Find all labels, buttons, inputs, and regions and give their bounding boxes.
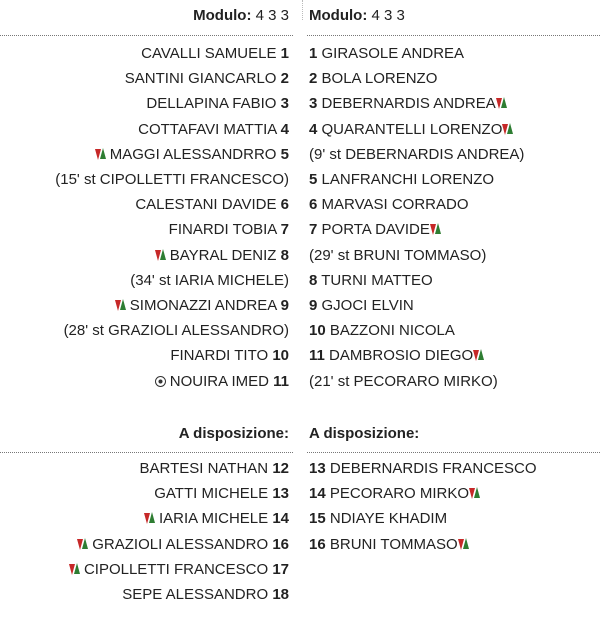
substitute-entry <box>309 369 498 394</box>
away-modulo <box>309 6 600 26</box>
substitute-entry <box>130 268 289 293</box>
shirt-number: 2 <box>280 70 289 88</box>
player-name: GJOCI ELVIN <box>321 297 414 314</box>
shirt-number: 1 <box>280 45 289 62</box>
shirt-number: 6 <box>280 196 289 214</box>
substitution-icon <box>496 97 507 110</box>
player-name: MARVASI CORRADO <box>321 196 469 214</box>
shirt-number: 16 <box>272 535 289 553</box>
player-row <box>144 506 289 531</box>
shirt-number: 11 <box>309 347 325 365</box>
home-bench-heading: A disposizione: <box>178 425 289 442</box>
player-name: BOLA LORENZO <box>321 70 438 88</box>
player-row <box>138 117 289 142</box>
player-row <box>309 91 507 116</box>
away-modulo-value: 4 3 3 <box>371 7 405 24</box>
player-row <box>309 318 455 343</box>
player-row <box>115 293 289 318</box>
away-bench-heading: A disposizione: <box>309 425 420 442</box>
player-row <box>77 532 289 557</box>
substitution-icon <box>144 512 155 525</box>
substitution-icon <box>469 487 480 500</box>
player-name: SEPE ALESSANDRO <box>122 586 269 603</box>
ball-icon <box>155 376 166 387</box>
substitute-text: (28' st GRAZIOLI ALESSANDRO) <box>63 322 289 340</box>
substitute-entry <box>64 318 289 343</box>
substitution-icon <box>473 349 484 362</box>
player-row <box>309 293 414 318</box>
away-divider <box>307 35 600 36</box>
shirt-number: 7 <box>280 221 289 239</box>
player-name: TURNI MATTEO <box>321 271 433 289</box>
player-name: MAGGI ALESSANDRRO <box>109 145 277 163</box>
shirt-number: 12 <box>272 460 289 477</box>
player-row <box>135 192 289 217</box>
player-row <box>122 582 289 607</box>
header-separator <box>302 0 303 20</box>
player-name: DEBERNARDIS ANDREA <box>321 95 496 113</box>
player-row <box>309 506 447 531</box>
player-row <box>154 481 289 506</box>
player-name: DAMBROSIO DIEGO <box>329 347 474 365</box>
player-name: COTTAFAVI MATTIA <box>138 120 277 138</box>
player-name: DELLAPINA FABIO <box>146 95 277 113</box>
substitution-icon <box>115 299 126 312</box>
shirt-number: 4 <box>309 120 318 138</box>
player-name: BAYRAL DENIZ <box>169 246 277 264</box>
shirt-number: 6 <box>309 196 318 214</box>
away-bench-divider <box>307 452 600 453</box>
player-name: QUARANTELLI LORENZO <box>321 120 503 138</box>
substitute-text: (21' st PECORARO MIRKO) <box>309 372 498 390</box>
player-name: IARIA MICHELE <box>158 510 269 528</box>
substitution-icon <box>77 538 88 551</box>
player-name: PORTA DAVIDE <box>321 221 430 239</box>
substitute-text: (9' st DEBERNARDIS ANDREA) <box>309 145 525 163</box>
shirt-number: 17 <box>272 560 289 578</box>
shirt-number: 5 <box>309 171 318 188</box>
substitute-text: (34' st IARIA MICHELE) <box>130 271 289 289</box>
player-name: NDIAYE KHADIM <box>329 510 448 528</box>
player-row <box>140 456 290 481</box>
player-row <box>125 66 289 91</box>
shirt-number: 13 <box>309 460 326 477</box>
player-row <box>95 142 289 167</box>
shirt-number: 3 <box>309 95 318 113</box>
shirt-number: 10 <box>272 347 289 365</box>
shirt-number: 18 <box>272 586 289 603</box>
home-modulo-value: 4 3 3 <box>255 7 289 24</box>
player-row <box>170 343 289 368</box>
shirt-number: 8 <box>309 271 318 289</box>
shirt-number: 9 <box>309 297 318 314</box>
substitute-entry <box>55 167 289 192</box>
substitution-icon <box>502 123 513 136</box>
shirt-number: 11 <box>273 372 289 390</box>
substitute-text: (15' st CIPOLLETTI FRANCESCO) <box>55 171 289 188</box>
shirt-number: 14 <box>272 510 289 528</box>
player-row <box>141 41 289 66</box>
player-name: GIRASOLE ANDREA <box>321 45 465 62</box>
shirt-number: 7 <box>309 221 318 239</box>
player-row <box>169 217 289 242</box>
player-name: CIPOLLETTI FRANCESCO <box>83 560 269 578</box>
shirt-number: 13 <box>272 485 289 503</box>
player-name: PECORARO MIRKO <box>329 485 470 503</box>
player-row <box>155 369 289 394</box>
player-row <box>69 557 289 582</box>
substitution-icon <box>155 249 166 262</box>
shirt-number: 10 <box>309 322 326 340</box>
shirt-number: 8 <box>280 246 289 264</box>
player-name: CAVALLI SAMUELE <box>141 45 277 62</box>
shirt-number: 5 <box>280 145 289 163</box>
player-name: BARTESI NATHAN <box>139 460 269 477</box>
player-name: BAZZONI NICOLA <box>329 322 455 340</box>
home-bench-divider <box>0 452 293 453</box>
shirt-number: 3 <box>280 95 289 113</box>
shirt-number: 9 <box>280 297 289 314</box>
home-modulo-label: Modulo: <box>193 7 252 24</box>
player-name: GATTI MICHELE <box>154 485 269 503</box>
player-name: NOUIRA IMED <box>169 372 269 390</box>
home-modulo <box>193 6 289 26</box>
shirt-number: 16 <box>309 535 326 553</box>
player-row <box>309 167 494 192</box>
player-name: CALESTANI DAVIDE <box>135 196 277 214</box>
player-name: GRAZIOLI ALESSANDRO <box>92 535 269 553</box>
player-row <box>146 91 289 116</box>
player-name: SIMONAZZI ANDREA <box>129 297 277 314</box>
player-name: FINARDI TITO <box>170 347 269 365</box>
player-row <box>309 481 480 506</box>
player-row <box>309 343 484 368</box>
player-name: BRUNI TOMMASO <box>329 535 458 553</box>
substitution-icon <box>430 223 441 236</box>
shirt-number: 15 <box>309 510 326 528</box>
player-row <box>309 217 441 242</box>
player-name: SANTINI GIANCARLO <box>124 70 277 88</box>
player-name: DEBERNARDIS FRANCESCO <box>329 460 537 477</box>
substitution-icon <box>458 538 469 551</box>
player-row <box>309 532 469 557</box>
shirt-number: 4 <box>280 120 289 138</box>
player-row <box>309 456 537 481</box>
shirt-number: 1 <box>309 45 318 62</box>
home-divider <box>0 35 293 36</box>
substitute-text: (29' st BRUNI TOMMASO) <box>309 246 487 264</box>
player-row <box>309 41 464 66</box>
substitute-entry <box>309 243 486 268</box>
shirt-number: 2 <box>309 70 318 88</box>
player-row <box>309 66 437 91</box>
shirt-number: 14 <box>309 485 326 503</box>
substitution-icon <box>95 148 106 161</box>
player-name: LANFRANCHI LORENZO <box>321 171 495 188</box>
player-row <box>155 243 289 268</box>
substitution-icon <box>69 563 80 576</box>
player-row <box>309 192 468 217</box>
player-row <box>309 117 513 142</box>
substitute-entry <box>309 142 524 167</box>
player-row <box>309 268 433 293</box>
player-name: FINARDI TOBIA <box>168 221 277 239</box>
away-modulo-label: Modulo: <box>309 7 368 24</box>
